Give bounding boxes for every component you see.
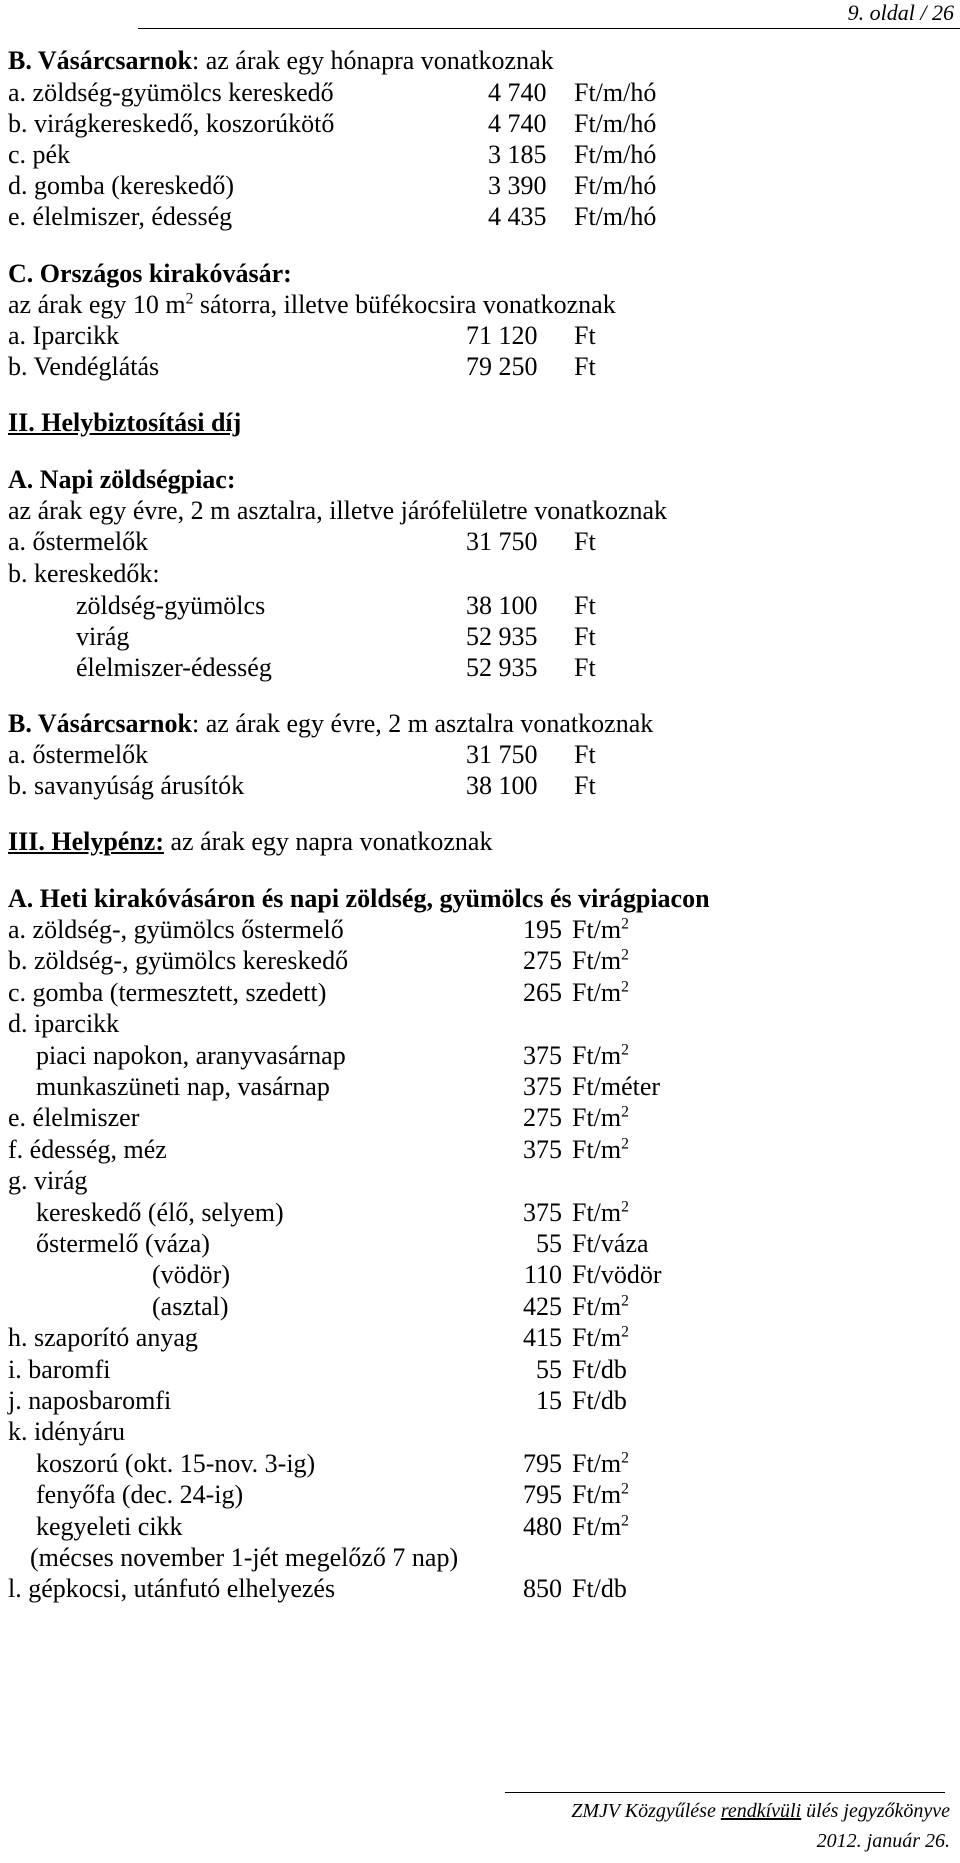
list-item: h. szaporító anyag: [8, 1323, 198, 1352]
list-item: piaci napokon, aranyvasárnap: [36, 1041, 346, 1070]
list-item: kereskedő (élő, selyem): [36, 1198, 284, 1227]
unit: [572, 1357, 627, 1383]
unit-text: Ft/m: [572, 915, 622, 944]
footer-meeting: [571, 1800, 950, 1823]
unit-text: Ft/m: [572, 1292, 622, 1321]
unit: [572, 1451, 629, 1477]
unit-text: Ft/m: [572, 1480, 622, 1509]
amount: 850: [523, 1574, 562, 1603]
page-number: 9. oldal / 26: [847, 0, 954, 25]
list-item: d. gomba (kereskedő): [8, 171, 234, 200]
list-item: d. iparcikk: [8, 1009, 120, 1038]
list-item: b. zöldség-, gyümölcs kereskedő: [8, 946, 349, 975]
amount: 795: [523, 1449, 562, 1478]
unit: [572, 1200, 629, 1226]
section-iii-heading: [8, 829, 492, 855]
list-item: l. gépkocsi, utánfutó elhelyezés: [8, 1574, 336, 1603]
unit: Ft/m/hó: [574, 78, 657, 107]
unit: [572, 1105, 629, 1131]
amount: 110: [523, 1260, 562, 1289]
list-item: g. virág: [8, 1166, 88, 1195]
unit-text: Ft/m: [572, 978, 622, 1007]
unit: [572, 948, 629, 974]
unit-text: Ft/m: [572, 1041, 622, 1070]
list-item: b. kereskedők:: [8, 559, 160, 588]
amount: 4 740: [488, 109, 547, 138]
amount: 4 435: [488, 202, 547, 231]
unit: [572, 1294, 629, 1320]
section-b-heading: [8, 48, 554, 74]
unit-text: Ft/m: [572, 1449, 622, 1478]
list-item: a. őstermelők: [8, 527, 149, 556]
list-item: e. élelmiszer, édesség: [8, 202, 233, 231]
list-item: zöldség-gyümölcs: [76, 591, 266, 620]
amount: 795: [523, 1480, 562, 1509]
unit-text: Ft/m: [572, 1135, 622, 1164]
section-ii-b-title: B. Vásárcsarnok: [8, 709, 192, 738]
footer-underlined: rendkívüli: [720, 1800, 802, 1822]
unit: Ft: [574, 321, 596, 350]
unit: [572, 1043, 629, 1069]
amount: 375: [523, 1041, 562, 1070]
unit-text: Ft/váza: [572, 1229, 649, 1258]
list-item: koszorú (okt. 15-nov. 3-ig): [36, 1449, 316, 1478]
list-item: virág: [76, 622, 130, 651]
unit: Ft/m/hó: [574, 109, 657, 138]
section-b-title: B. Vásárcsarnok: [8, 46, 192, 75]
superscript: 2: [621, 1103, 629, 1121]
list-item: (mécses november 1-jét megelőző 7 nap): [30, 1543, 459, 1572]
amount: 275: [523, 1103, 562, 1132]
unit: [572, 1262, 662, 1288]
unit: [572, 1137, 629, 1163]
footer-text: ülés jegyzőkönyve: [801, 1800, 950, 1822]
list-item: b. virágkereskedő, koszorúkötő: [8, 109, 335, 138]
unit: [572, 1074, 660, 1100]
amount: 375: [523, 1135, 562, 1164]
footer-date: 2012. január 26.: [816, 1830, 950, 1852]
section-ii-b-description: : az árak egy évre, 2 m asztalra vonatkoznak: [191, 709, 654, 738]
list-item: élelmiszer-édesség: [76, 653, 272, 682]
superscript: 2: [621, 1323, 629, 1341]
footer-text: ZMJV Közgyűlése: [571, 1800, 721, 1822]
unit: [572, 1388, 627, 1414]
amount: 415: [523, 1323, 562, 1352]
list-item: őstermelő (váza): [36, 1229, 210, 1258]
unit: [572, 1482, 629, 1508]
unit: [572, 1576, 627, 1602]
section-c-title: C. Országos kirakóvásár:: [8, 259, 292, 288]
amount: 52 935: [466, 653, 538, 682]
superscript: 2: [621, 915, 629, 933]
unit: Ft: [574, 527, 596, 556]
amount: 195: [523, 915, 562, 944]
unit-text: Ft/m: [572, 1512, 622, 1541]
unit-text: Ft/m: [572, 946, 622, 975]
section-ii-a-description: az árak egy évre, 2 m asztalra, illetve járófelületre vonatkoznak: [8, 496, 668, 525]
unit-text: Ft/m: [572, 1103, 622, 1132]
unit: [572, 980, 629, 1006]
unit-text: Ft/db: [572, 1355, 627, 1384]
superscript: 2: [621, 1480, 629, 1498]
list-item: fenyőfa (dec. 24-ig): [36, 1480, 244, 1509]
unit-text: Ft/db: [572, 1574, 627, 1603]
list-item: c. gomba (termesztett, szedett): [8, 978, 327, 1007]
list-item: j. naposbaromfi: [8, 1386, 172, 1415]
unit-text: Ft/m: [572, 1323, 622, 1352]
amount: 31 750: [466, 740, 538, 769]
unit: Ft: [574, 771, 596, 800]
amount: 375: [523, 1198, 562, 1227]
superscript: 2: [185, 290, 194, 308]
list-item: k. idényáru: [8, 1417, 125, 1446]
list-item: b. savanyúság árusítók: [8, 771, 245, 800]
section-b-subtitle: : az árak egy hónapra vonatkoznak: [191, 46, 554, 75]
unit: [572, 1325, 629, 1351]
unit: [572, 917, 629, 943]
unit: Ft: [574, 622, 596, 651]
superscript: 2: [621, 946, 629, 964]
amount: 79 250: [466, 352, 538, 381]
amount: 15: [536, 1386, 562, 1415]
unit-text: Ft/m: [572, 1198, 622, 1227]
unit: Ft/m/hó: [574, 140, 657, 169]
unit: Ft/m/hó: [574, 202, 657, 231]
section-c-description: [8, 292, 616, 318]
list-item: (asztal): [152, 1292, 229, 1321]
section-ii-a-title: A. Napi zöldségpiac:: [8, 465, 236, 494]
footer-rule: [505, 1792, 945, 1793]
unit: Ft: [574, 740, 596, 769]
amount: 375: [523, 1072, 562, 1101]
section-c-desc-part: sátorra, illetve büfékocsira vonatkoznak: [193, 290, 616, 319]
superscript: 2: [621, 1135, 629, 1153]
unit: Ft/m/hó: [574, 171, 657, 200]
list-item: a. Iparcikk: [8, 321, 120, 350]
unit-text: Ft/db: [572, 1386, 627, 1415]
amount: 480: [523, 1512, 562, 1541]
amount: 38 100: [466, 591, 538, 620]
amount: 425: [523, 1292, 562, 1321]
list-item: i. baromfi: [8, 1355, 111, 1384]
amount: 275: [523, 946, 562, 975]
unit: [572, 1231, 649, 1257]
superscript: 2: [621, 1449, 629, 1467]
amount: 55: [536, 1355, 562, 1384]
section-iii-a-title: A. Heti kirakóvásáron és napi zöldség, gyümölcs és virágpiacon: [8, 884, 710, 913]
amount: 31 750: [466, 527, 538, 556]
list-item: e. élelmiszer: [8, 1103, 140, 1132]
section-ii-b-heading: [8, 711, 653, 737]
unit: [572, 1514, 629, 1540]
list-item: kegyeleti cikk: [36, 1512, 183, 1541]
superscript: 2: [621, 1198, 629, 1216]
amount: 4 740: [488, 78, 547, 107]
section-iii-title: III. Helypénz:: [8, 827, 164, 856]
list-item: f. édesség, méz: [8, 1135, 167, 1164]
unit: Ft: [574, 653, 596, 682]
amount: 55: [536, 1229, 562, 1258]
amount: 71 120: [466, 321, 538, 350]
unit-text: Ft/méter: [572, 1072, 661, 1101]
amount: 38 100: [466, 771, 538, 800]
superscript: 2: [621, 1512, 629, 1530]
list-item: b. Vendéglátás: [8, 352, 160, 381]
amount: 3 185: [488, 140, 547, 169]
superscript: 2: [621, 1292, 629, 1310]
unit: Ft: [574, 591, 596, 620]
header-rule: [138, 28, 960, 29]
unit: Ft: [574, 352, 596, 381]
list-item: a. zöldség-gyümölcs kereskedő: [8, 78, 334, 107]
section-iii-description: az árak egy napra vonatkoznak: [164, 827, 493, 856]
amount: 265: [523, 978, 562, 1007]
list-item: a. őstermelők: [8, 740, 149, 769]
amount: 52 935: [466, 622, 538, 651]
superscript: 2: [621, 978, 629, 996]
unit-text: Ft/vödör: [572, 1260, 662, 1289]
superscript: 2: [621, 1041, 629, 1059]
section-c-desc-part: az árak egy 10 m: [8, 290, 186, 319]
amount: 3 390: [488, 171, 547, 200]
list-item: a. zöldség-, gyümölcs őstermelő: [8, 915, 344, 944]
list-item: c. pék: [8, 140, 71, 169]
list-item: (vödör): [152, 1260, 230, 1289]
list-item: munkaszüneti nap, vasárnap: [36, 1072, 330, 1101]
section-ii-title: II. Helybiztosítási díj: [8, 408, 242, 437]
